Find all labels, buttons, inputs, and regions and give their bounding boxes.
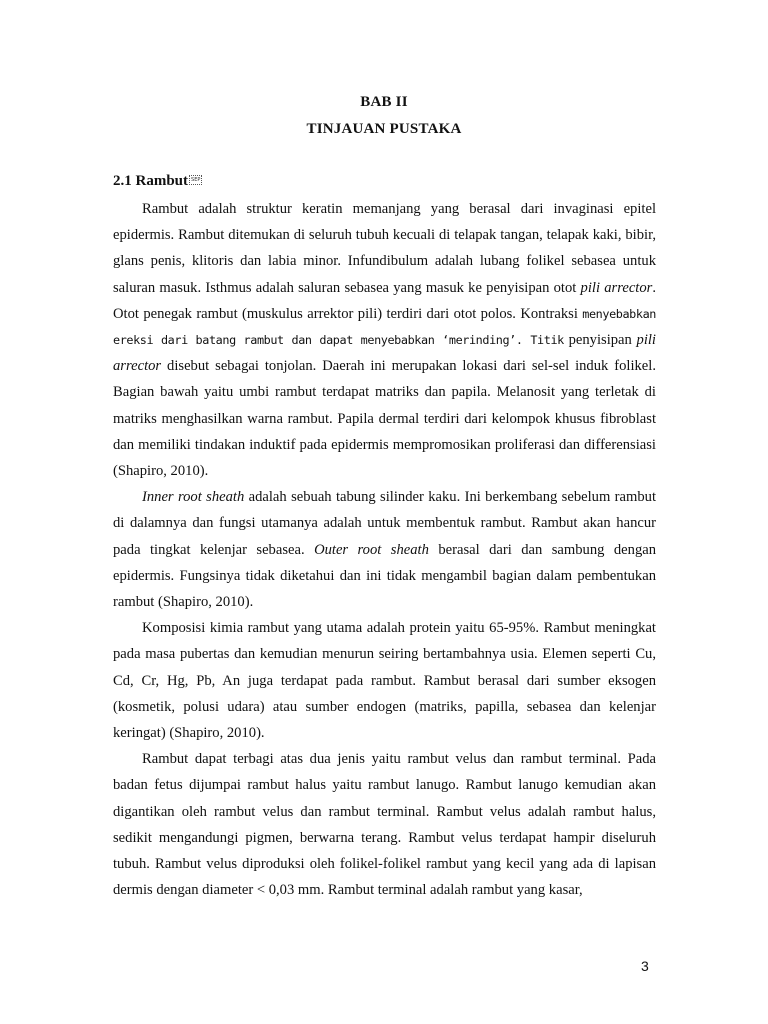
paragraph-chemical-composition: Komposisi kimia rambut yang utama adalah protein yaitu 65-95%. Rambut meningkat pada masa pubertas dan kemudian menurun seiring bertambahnya usia. Elemen seperti Cu, Cd, Cr, Hg, Pb, An juga terdapat pada rambut. Rambut berasal dari sumber eksogen (kosmetik, polusi udara) atau sumber endogen (matriks, papilla, sebasea dan kelenjar keringat) (Shapiro, 2010). bbox=[113, 620, 656, 742]
section-heading bbox=[113, 173, 202, 190]
body-text bbox=[113, 196, 656, 903]
text-run-odd-font: menyebabkan ereksi dari batang rambut dan dapat menyebabkan ‘merinding’. Titik bbox=[113, 306, 656, 348]
italic-term: pili arrector bbox=[580, 279, 653, 296]
chapter-title: TINJAUAN PUSTAKA bbox=[306, 121, 462, 137]
paragraph-hair-structure bbox=[113, 196, 656, 484]
sep-marker-icon: SEP bbox=[191, 177, 201, 183]
italic-term: Outer root sheath bbox=[314, 541, 429, 558]
text-run: penyisipan bbox=[563, 332, 637, 349]
page-number: 3 bbox=[641, 958, 649, 974]
text-run: disebut sebagai tonjolan. Daerah ini merupakan lokasi dari sel-sel induk folikel. Bagian bawah yaitu umbi rambut terdapat matriks dan papila. Melanosit yang terletak di matriks menghasilkan warna rambut. Papila dermal terdiri dari kelompok khusus fibroblast dan memiliki tindakan induktif pada epidermis mempromosikan proliferasi dan differensiasi (Shapiro, 2010). bbox=[113, 358, 656, 480]
text-run: adalah sebuah tabung silinder kaku. Ini berkembang sebelum rambut di dalamnya dan fungsi utamanya adalah untuk membentuk rambut. Rambut akan hancur pada tingkat kelenjar sebasea. bbox=[113, 489, 657, 558]
paragraph-root-sheath bbox=[113, 484, 656, 615]
paragraph-hair-types: Rambut dapat terbagi atas dua jenis yaitu rambut velus dan rambut terminal. Pada badan fetus dijumpai rambut halus yaitu rambut lanugo. Rambut lanugo kemudian akan digantikan oleh rambut velus dan rambut terminal. Rambut velus adalah rambut halus, sedikit mengandungi pigmen, berwarna terang. Rambut velus terdapat hampir diseluruh tubuh. Rambut velus diproduksi oleh folikel-folikel rambut yang kecil yang ada di lapisan dermis dengan diameter < 0,03 mm. Rambut terminal adalah rambut yang kasar, bbox=[113, 751, 656, 899]
section-heading-text: 2.1 Rambut bbox=[113, 173, 189, 189]
chapter-number: BAB II bbox=[360, 94, 408, 110]
italic-term: Inner root sheath bbox=[142, 489, 245, 506]
text-run: Rambut adalah struktur keratin memanjang yang berasal dari invaginasi epitel epidermis. Rambut ditemukan di seluruh tubuh kecuali di telapak tangan, telapak kaki, bibir, glans penis, klitoris dan labia minor. Infundibulum adalah lubang folikel sebasea untuk saluran masuk. Isthmus adalah saluran sebasea yang masuk ke penyisipan otot bbox=[113, 201, 656, 296]
text-run: . Otot penegak rambut (muskulus arrektor pili) terdiri dari otot polos. Kontraksi bbox=[113, 279, 656, 322]
italic-term: pili arrector bbox=[113, 332, 656, 375]
text-run: berasal dari dan sambung dengan epidermis. Fungsinya tidak diketahui dan ini tidak mengambil bagian dalam pembentukan rambut (Shapiro, 2010). bbox=[113, 541, 657, 611]
